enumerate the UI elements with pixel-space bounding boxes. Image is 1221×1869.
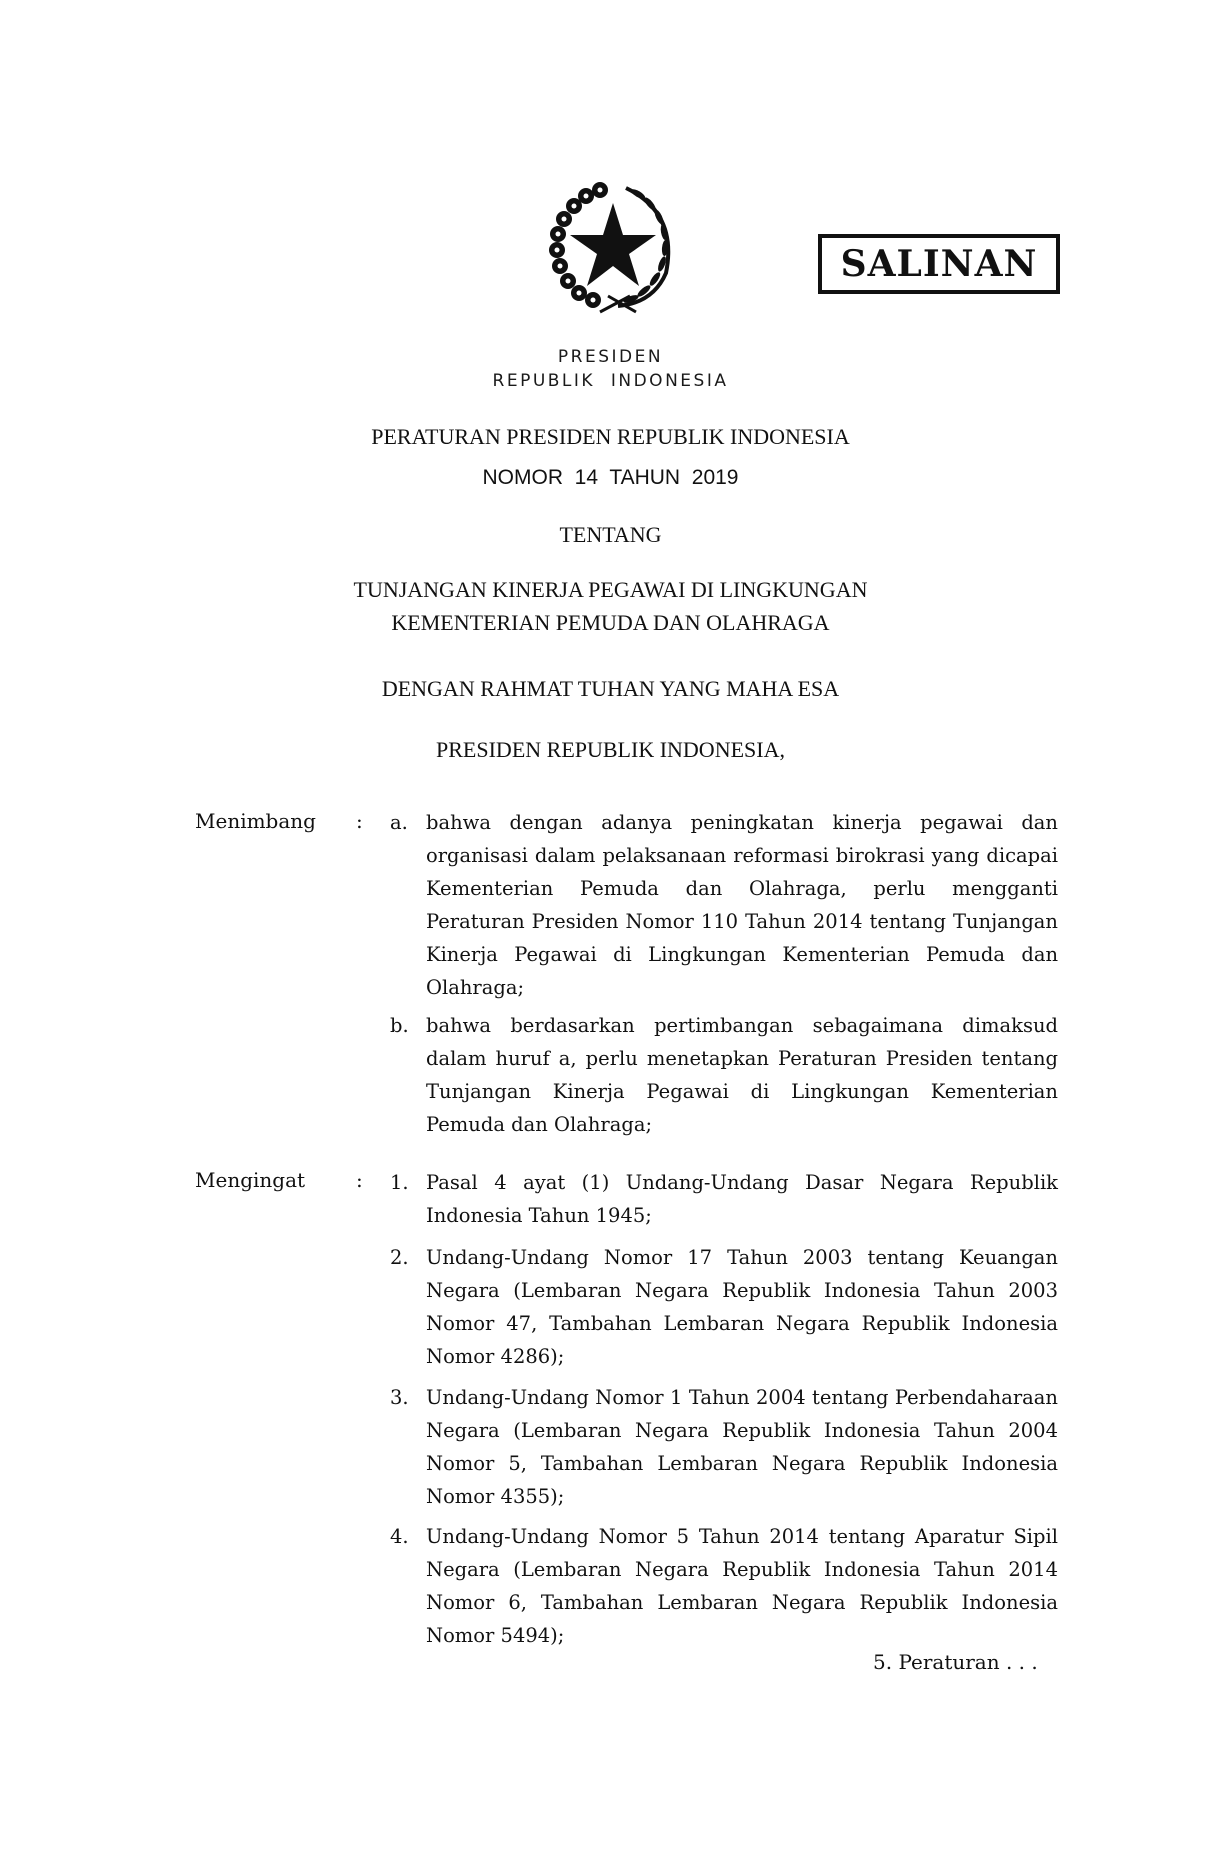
presidential-emblem-icon bbox=[538, 178, 688, 318]
menimbang-colon: : bbox=[356, 809, 363, 833]
menimbang-item-a bbox=[390, 806, 1058, 1004]
item-text: Pasal 4 ayat (1) Undang-Undang Dasar Negara Republik Indonesia Tahun 1945; bbox=[426, 1171, 1058, 1227]
mengingat-item-3 bbox=[390, 1381, 1058, 1513]
office-label-line1: PRESIDEN bbox=[557, 347, 664, 367]
item-text: Undang-Undang Nomor 1 Tahun 2004 tentang Perbendaharaan Negara (Lembaran Negara Republik Indonesia Tahun 2004 Nomor 5, Tambahan Lembaran Negara Republik Indonesia Nomor 4355); bbox=[426, 1386, 1058, 1508]
mengingat-item-4 bbox=[390, 1520, 1058, 1652]
menimbang-label: Menimbang bbox=[195, 809, 316, 833]
item-text: Undang-Undang Nomor 5 Tahun 2014 tentang Aparatur Sipil Negara (Lembaran Negara Republik Indonesia Tahun 2014 Nomor 6, Tambahan Lembaran Negara Republik Indonesia Nomor 5494); bbox=[426, 1525, 1058, 1647]
president-heading: PRESIDEN REPUBLIK INDONESIA, bbox=[436, 737, 785, 762]
item-text: Undang-Undang Nomor 17 Tahun 2003 tentang Keuangan Negara (Lembaran Negara Republik Indonesia Tahun 2003 Nomor 47, Tambahan Lembaran Negara Republik Indonesia Nomor 4286); bbox=[426, 1246, 1058, 1368]
mengingat-label: Mengingat bbox=[195, 1168, 306, 1192]
subject-line1: TUNJANGAN KINERJA PEGAWAI DI LINGKUNGAN bbox=[353, 577, 868, 602]
item-marker: 1. bbox=[390, 1171, 409, 1194]
mengingat-item-2 bbox=[390, 1241, 1058, 1373]
salinan-stamp: SALINAN bbox=[818, 234, 1060, 294]
item-marker: a. bbox=[390, 811, 408, 834]
mengingat-colon: : bbox=[356, 1168, 363, 1192]
item-marker: 2. bbox=[390, 1246, 409, 1269]
item-marker: b. bbox=[390, 1014, 409, 1037]
regulation-number: NOMOR 14 TAHUN 2019 bbox=[482, 466, 739, 489]
subject-line2: KEMENTERIAN PEMUDA DAN OLAHRAGA bbox=[391, 610, 830, 635]
item-marker: 4. bbox=[390, 1525, 409, 1548]
office-label-line2: REPUBLIK INDONESIA bbox=[492, 371, 729, 391]
invocation: DENGAN RAHMAT TUHAN YANG MAHA ESA bbox=[381, 676, 840, 701]
page-continuation: 5. Peraturan . . . bbox=[873, 1650, 1038, 1674]
menimbang-item-b bbox=[390, 1009, 1058, 1141]
regulation-title: PERATURAN PRESIDEN REPUBLIK INDONESIA bbox=[371, 424, 850, 449]
item-marker: 3. bbox=[390, 1386, 409, 1409]
item-text: bahwa berdasarkan pertimbangan sebagaimana dimaksud dalam huruf a, perlu menetapkan Peraturan Presiden tentang Tunjangan Kinerja Pegawai di Lingkungan Kementerian Pemuda dan Olahraga; bbox=[426, 1014, 1058, 1136]
star-wreath-icon bbox=[538, 178, 688, 318]
tentang-heading: TENTANG bbox=[559, 522, 662, 547]
mengingat-item-1 bbox=[390, 1166, 1058, 1232]
item-text: bahwa dengan adanya peningkatan kinerja pegawai dan organisasi dalam pelaksanaan reformasi birokrasi yang dicapai Kementerian Pemuda dan Olahraga, perlu mengganti Peraturan Presiden Nomor 110 Tahun 2014 tentang Tunjangan Kinerja Pegawai di Lingkungan Kementerian Pemuda dan Olahraga; bbox=[426, 811, 1058, 999]
